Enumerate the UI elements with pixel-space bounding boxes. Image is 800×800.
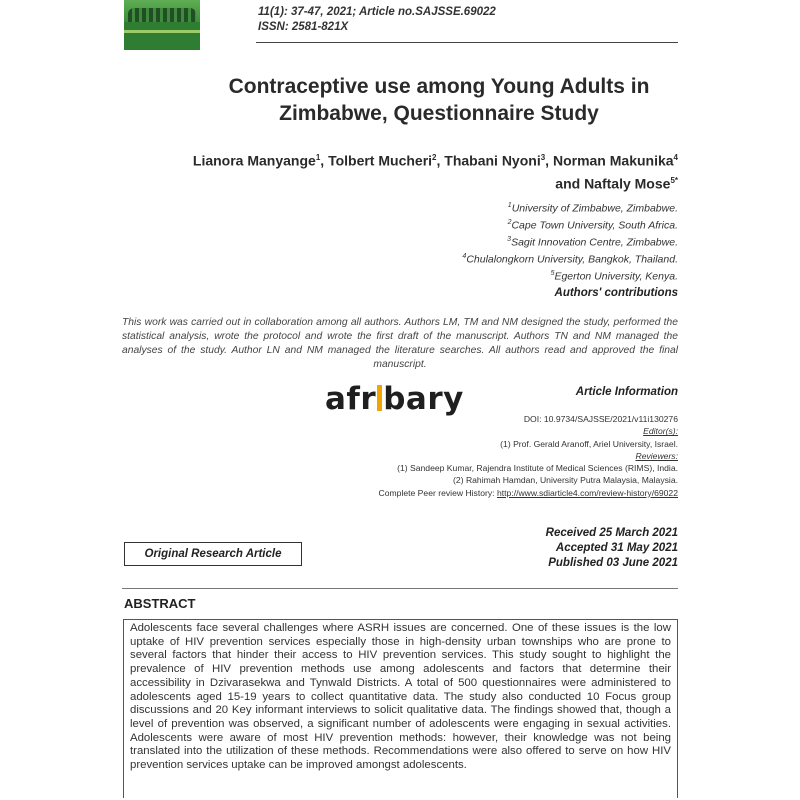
author-name: and Naftaly Mose [555,175,671,192]
reviewer-entry: (2) Rahimah Hamdan, University Putra Malaysia, Malaysia. [453,475,678,486]
paper-title [150,73,728,127]
affiliation-item [380,216,678,233]
author-sep: , [436,152,445,169]
journal-issn: ISSN: 2581-821X [258,21,349,33]
abstract-heading: ABSTRACT [124,596,196,611]
affiliation-text: University of Zimbabwe, Zimbabwe. [511,202,678,215]
article-info-block [300,413,678,499]
author-sup: 1 [315,153,321,162]
cover-stripe [124,30,200,33]
editor-entry: (1) Prof. Gerald Aranoff, Ariel University, Israel. [500,438,678,449]
contributions-heading: Authors' contributions [554,287,678,299]
accepted-date: Accepted 31 May 2021 [555,542,678,554]
author-name: Thabani Nyoni [444,152,541,169]
author-line-1 [140,148,678,171]
author-line-2 [140,171,678,194]
watermark-i-mark [377,385,382,411]
author-sep: , [320,152,329,169]
contributions-text: This work was carried out in collaboration among all authors. Authors LM, TM and NM designed the study, performed the statistical analysis, wrote the protocol and wrote the first draft of the manuscript. Authors TN and NM managed the analyses of the study. Author LN and NM managed the literature searches. All authors read and approved the final manuscript. [122,317,678,370]
reviewer-entry: (1) Sandeep Kumar, Rajendra Institute of Medical Sciences (RIMS), India. [397,463,678,474]
doi-text: DOI: 10.9734/SAJSSE/2021/v11i130276 [523,414,678,424]
affiliation-sup: 3 [507,236,512,244]
reviewers-label: Reviewers: [635,450,678,461]
watermark-text-pre: afr [325,381,377,417]
abstract-text: Adolescents face several challenges where ASRH issues are concerned. One of these issues is the low uptake of HIV prevention services especially those in high-density urban townships who are prone to several factors that hinder their access to HIV prevention services. This study sought to highlight the prevalence of HIV prevention methods use among adolescents and factors that determine their accessibility in Dzivarasekwa and Tynwald Districts. A total of 500 questionnaires were administered to adolescents aged 15-19 years to collect quantitative data. The study also conducted 10 Focus group discussions and 20 Key informant interviews to solicit qualitative data. The findings showed that, though a level of prevention was observed, a significant number of adolescents were engaging in sexual activities. Adolescents were aware of most HIV prevention methods: however, their knowledge was not being translated into the utilization of these methods. Recommendations were also offered to serve on how HIV prevention services uptake can be improved amongst adolescents. [130,622,671,772]
journal-citation: 11(1): 37-47, 2021; Article no.SAJSSE.69022 [258,6,496,18]
title-line-1: Contraceptive use among Young Adults in [228,75,650,98]
title-line-2: Zimbabwe, Questionnaire Study [279,102,599,125]
journal-cover-image [124,0,200,50]
received-date: Received 25 March 2021 [545,527,678,539]
affiliation-item [380,233,678,250]
header-divider [256,42,678,43]
author-list [140,148,678,193]
affiliation-text: Chulalongkorn University, Bangkok, Thailand. [466,253,678,266]
affiliation-sup: 2 [507,219,512,227]
author-name: Lianora Manyange [192,152,316,169]
author-sup: 5* [670,175,678,185]
affiliation-text: Egerton University, Kenya. [554,270,678,283]
affiliation-sup: 4 [462,253,467,261]
author-sep: , [545,152,553,169]
author-name: Tolbert Mucheri [328,152,433,169]
cover-crowd-silhouette [128,8,196,22]
affiliation-sup: 1 [507,202,512,209]
affiliation-item [380,250,678,267]
affiliation-text: Cape Town University, South Africa. [511,219,678,232]
affiliation-list [380,199,678,284]
history-link[interactable]: http://www.sdiarticle4.com/review-history/69022 [496,487,678,498]
affiliation-item [380,199,678,216]
author-sup: 3 [540,153,546,162]
peer-review-history [300,487,678,499]
affiliation-text: Sagit Innovation Centre, Zimbabwe. [511,236,678,249]
author-name: Norman Makunika [552,152,674,169]
published-date: Published 03 June 2021 [548,557,678,569]
history-label: Complete Peer review History: [378,487,497,498]
affiliation-item [380,267,678,284]
abstract-divider [122,588,678,589]
affiliation-sup: 5 [550,270,555,278]
article-info-heading: Article Information [575,386,678,398]
afribary-watermark-logo [325,381,464,417]
publication-dates [450,526,678,571]
editors-label: Editor(s): [643,426,678,437]
author-sup: 4 [673,153,678,162]
author-sup: 2 [432,153,437,162]
watermark-text-post: bary [383,381,464,417]
article-type-badge: Original Research Article [124,542,302,566]
